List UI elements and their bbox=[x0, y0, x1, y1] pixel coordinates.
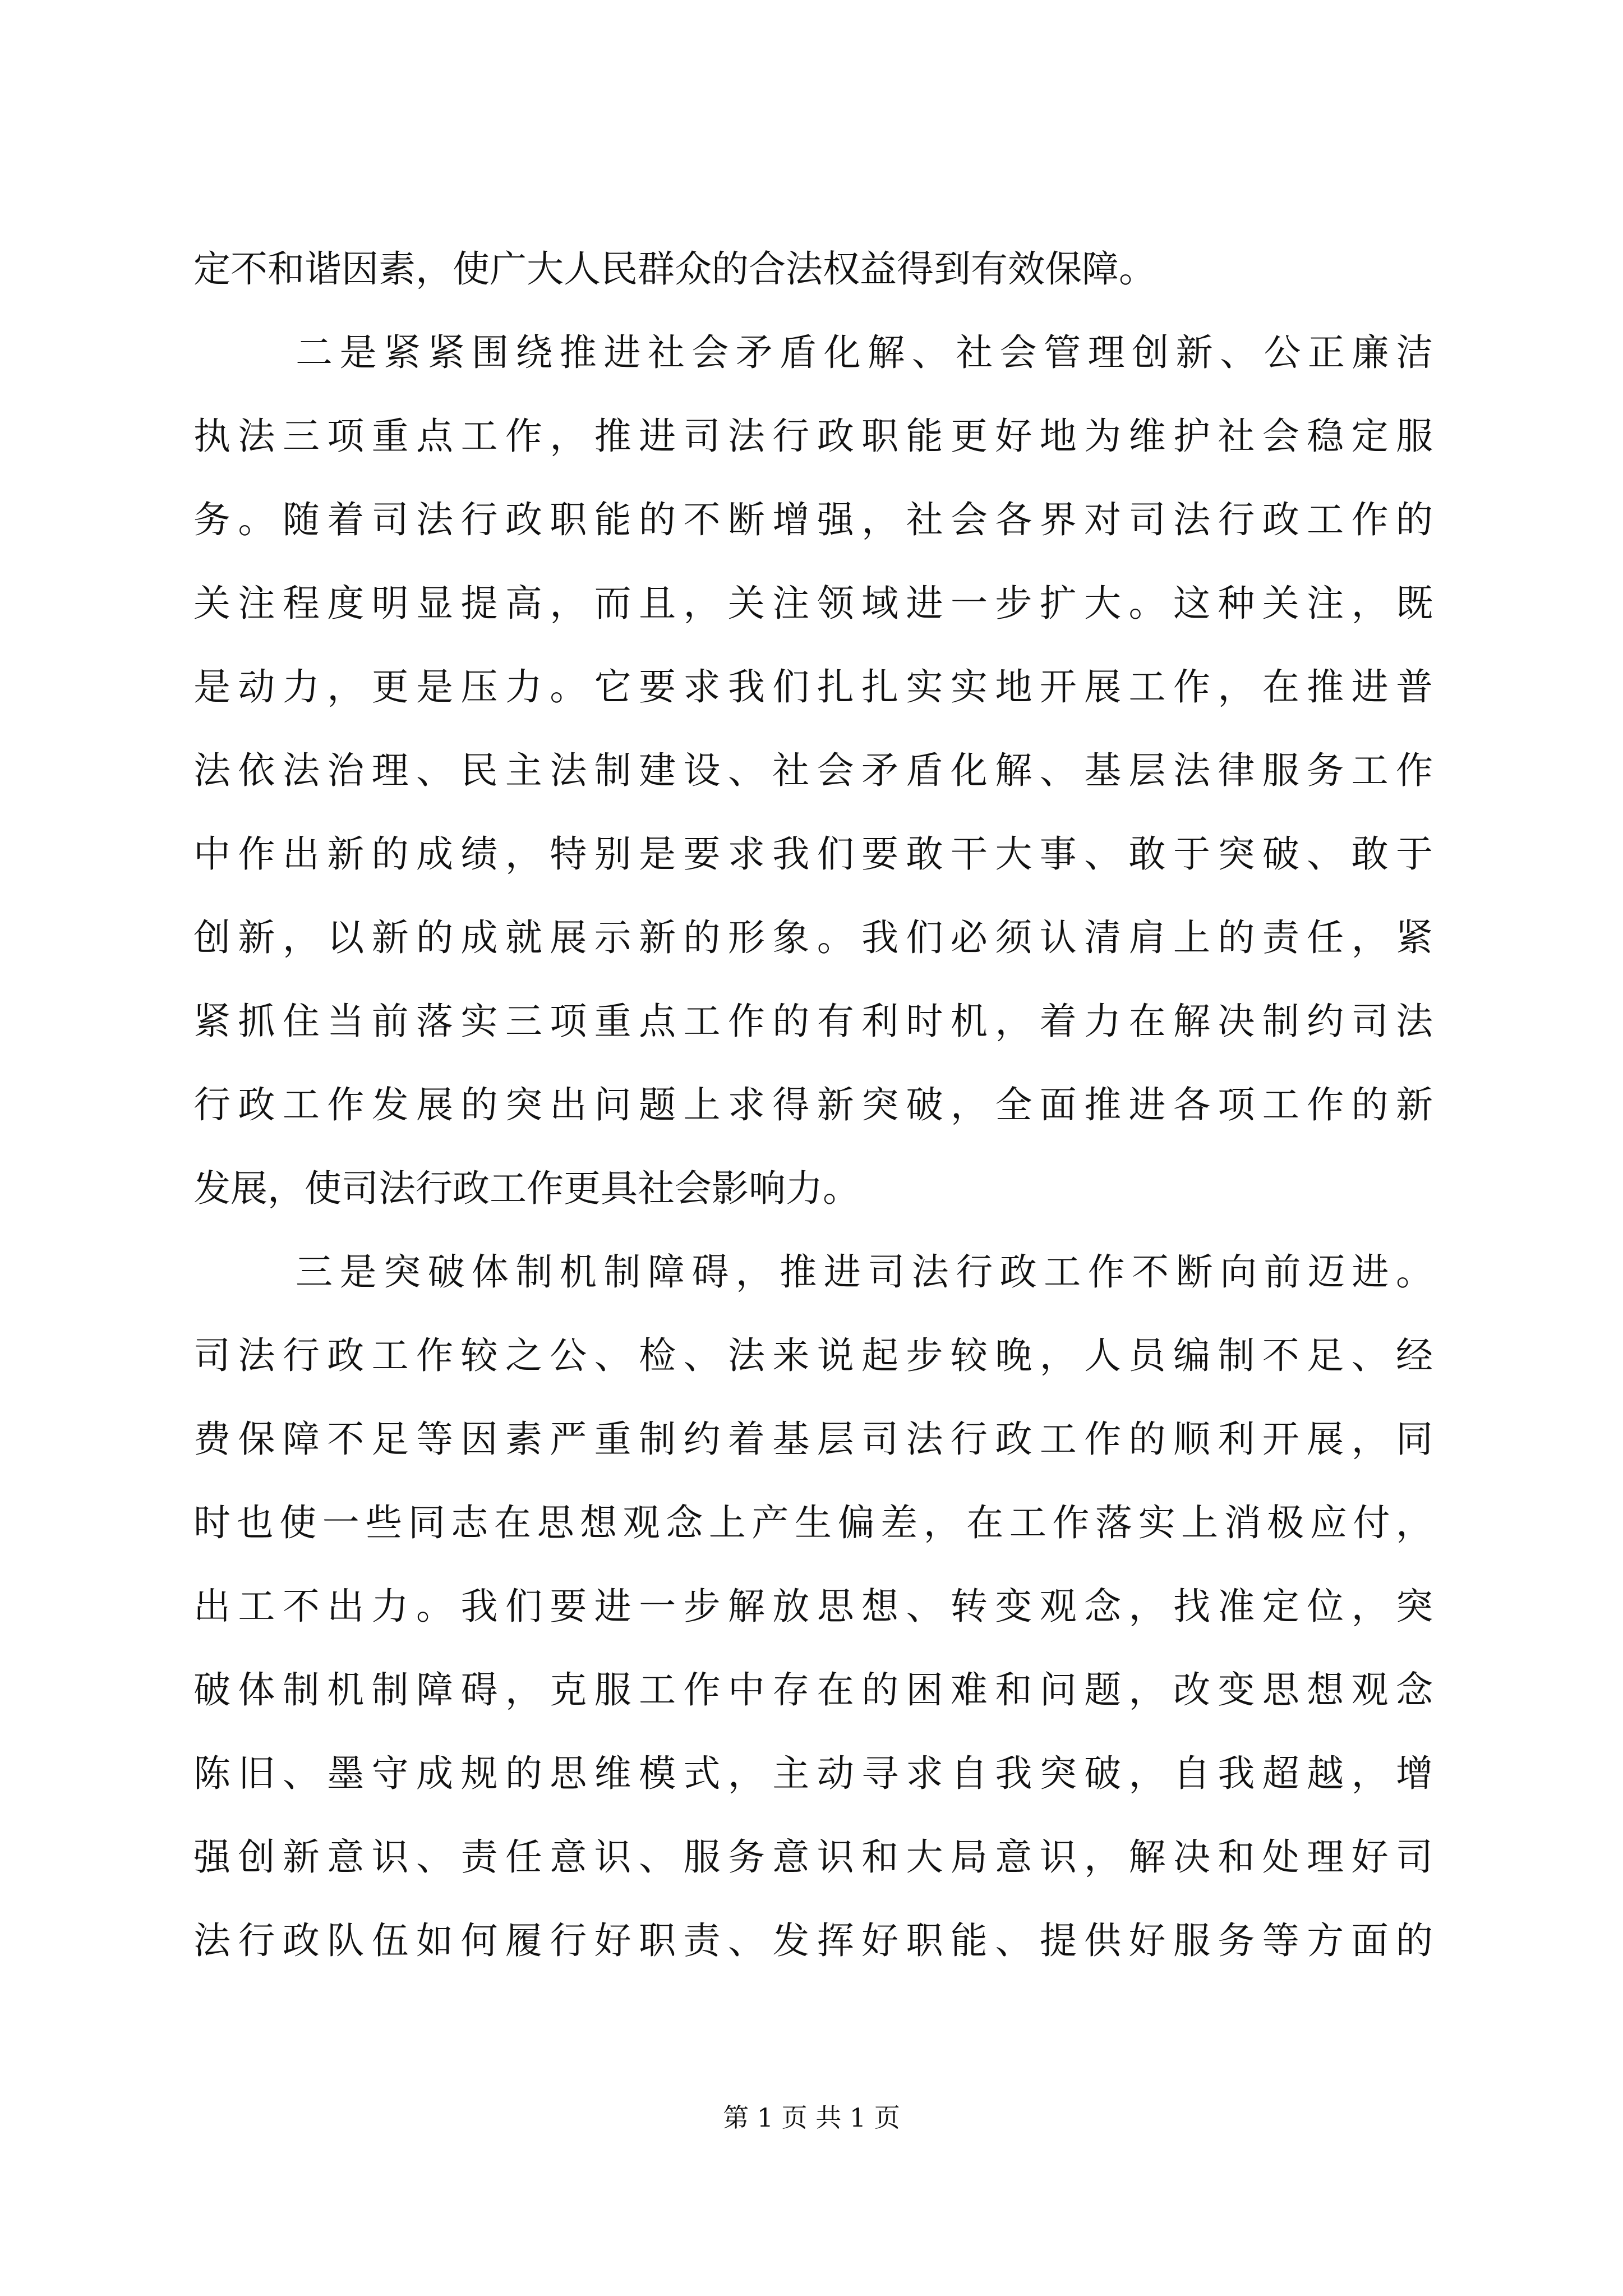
paragraph-2-first-line: 二是紧紧围绕推进社会矛盾化解、社会管理创新、公正廉洁 bbox=[296, 331, 1433, 374]
text-line: 费保障不足等因素严重制约着基层司法行政工作的顺利开展，同 bbox=[193, 1418, 1433, 1461]
text-line: 法行政队伍如何履行好职责、发挥好职能、提供好服务等方面的 bbox=[193, 1919, 1433, 1962]
text-line: 时也使一些同志在思想观念上产生偏差，在工作落实上消极应付， bbox=[193, 1501, 1433, 1544]
text-line: 关注程度明显提高，而且，关注领域进一步扩大。这种关注，既 bbox=[193, 582, 1433, 625]
page-number-footer: 第 1 页 共 1 页 bbox=[723, 2102, 900, 2133]
text-line: 发展，使司法行政工作更具社会影响力。 bbox=[193, 1167, 860, 1210]
text-line: 创新，以新的成就展示新的形象。我们必须认清肩上的责任，紧 bbox=[193, 916, 1433, 959]
text-line: 法依法治理、民主法制建设、社会矛盾化解、基层法律服务工作 bbox=[193, 749, 1433, 792]
text-line: 执法三项重点工作，推进司法行政职能更好地为维护社会稳定服 bbox=[193, 415, 1433, 458]
text-line: 破体制机制障碍，克服工作中存在的困难和问题，改变思想观念 bbox=[193, 1668, 1433, 1711]
text-line: 中作出新的成绩，特别是要求我们要敢干大事、敢于突破、敢于 bbox=[193, 832, 1433, 876]
body-text bbox=[193, 227, 1433, 1982]
text-line: 定不和谐因素，使广大人民群众的合法权益得到有效保障。 bbox=[193, 247, 1156, 291]
text-line: 行政工作发展的突出问题上求得新突破，全面推进各项工作的新 bbox=[193, 1083, 1433, 1126]
text-line: 陈旧、墨守成规的思维模式，主动寻求自我突破，自我超越，增 bbox=[193, 1752, 1433, 1795]
text-line: 出工不出力。我们要进一步解放思想、转变观念，找准定位，突 bbox=[193, 1585, 1433, 1628]
text-line: 务。随着司法行政职能的不断增强，社会各界对司法行政工作的 bbox=[193, 498, 1433, 541]
paragraph-3-first-line: 三是突破体制机制障碍，推进司法行政工作不断向前迈进。 bbox=[296, 1250, 1433, 1294]
text-line: 紧抓住当前落实三项重点工作的有利时机，着力在解决制约司法 bbox=[193, 1000, 1433, 1043]
text-line: 是动力，更是压力。它要求我们扎扎实实地开展工作，在推进普 bbox=[193, 665, 1433, 708]
text-line: 司法行政工作较之公、检、法来说起步较晚，人员编制不足、经 bbox=[193, 1334, 1433, 1377]
text-line: 强创新意识、责任意识、服务意识和大局意识，解决和处理好司 bbox=[193, 1835, 1433, 1879]
